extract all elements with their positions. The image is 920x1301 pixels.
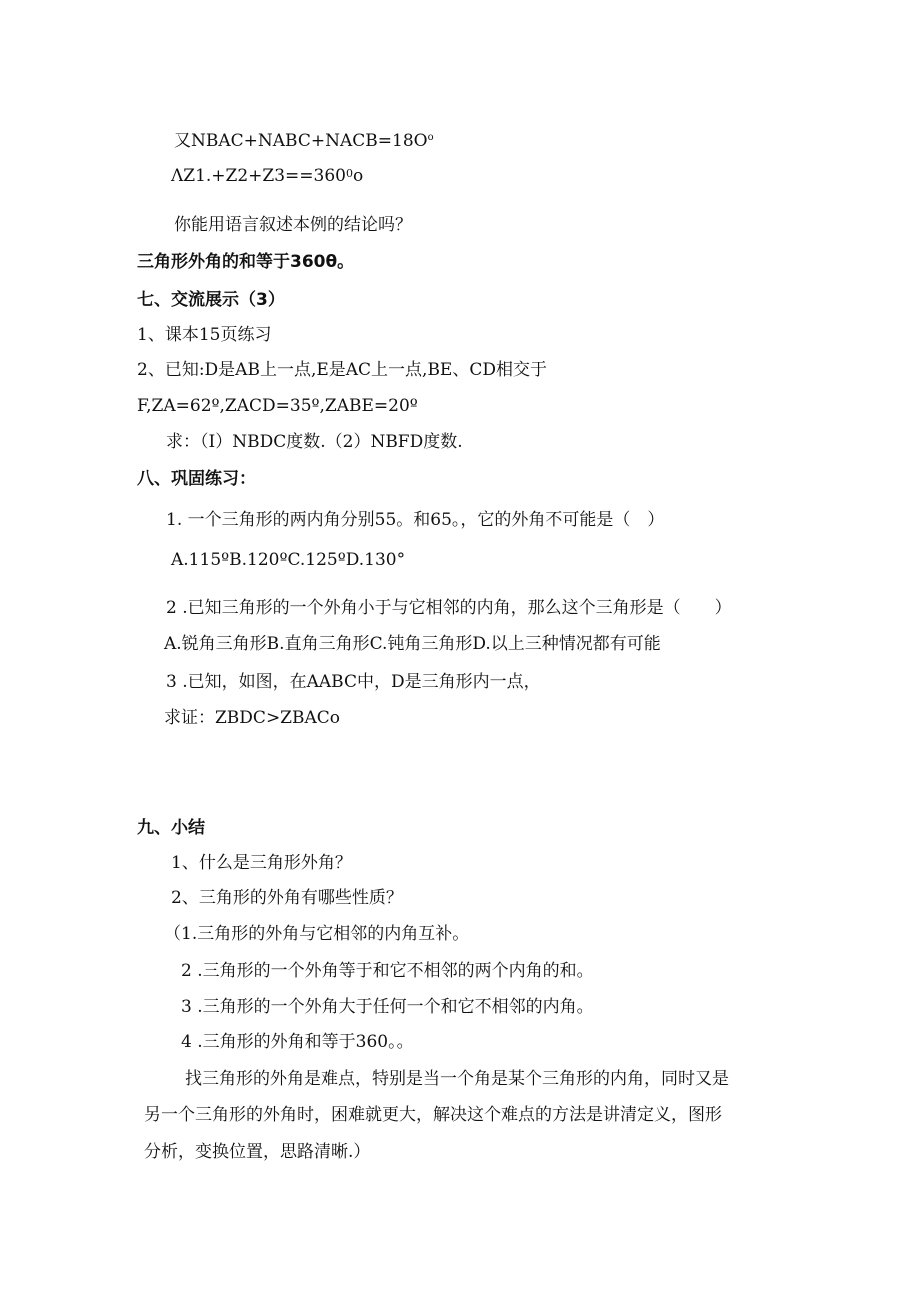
exercise-item-1: 1、课本15页练习: [137, 325, 272, 345]
summary-question-2: 2、三角形的外角有哪些性质？: [171, 888, 403, 908]
exercise-item-2: 2、已知:D是AB上一点,E是AC上一点,BE、CD相交于: [137, 360, 547, 380]
practice-question-1: 1. 一个三角形的两内角分别55。和65。，它的外角不可能是（ ）: [166, 510, 665, 530]
summary-property-2: 2 .三角形的一个外角等于和它不相邻的两个内角的和。: [181, 961, 594, 981]
section-heading-7: 七、交流展示（3）: [137, 290, 285, 310]
practice-question-2: 2 .已知三角形的一个外角小于与它相邻的内角，那么这个三角形是（ ）: [166, 598, 732, 618]
summary-property-4: 4 .三角形的外角和等于360。。: [181, 1032, 414, 1052]
equation-angle-sum: 又$NBAC+NABC+NACB=18O^o$: [174, 131, 434, 151]
conclusion-text: 三角形外角的和等于360θ。: [137, 252, 355, 272]
teaching-note-line-2: 另一个三角形的外角时，困难就更大，解决这个难点的方法是讲清定义，图形: [144, 1105, 722, 1125]
summary-property-1: （1.三角形的外角与它相邻的内角互补。: [164, 924, 470, 944]
section-heading-8: 八、巩固练习：: [137, 469, 256, 489]
equation-exterior-sum: $\Lambda Z1.+Z2+Z3==360^0o$: [171, 166, 364, 186]
practice-question-3-prove: 求证：ZBDC>ZBACo: [164, 708, 341, 728]
practice-question-2-options: A.锐角三角形B.直角三角形C.钝角三角形D.以上三种情况都有可能: [164, 634, 661, 654]
teaching-note-line-1: 找三角形的外角是难点，特别是当一个角是某个三角形的内角，同时又是: [185, 1069, 729, 1089]
teaching-note-line-3: 分析，变换位置，思路清晰.）: [144, 1142, 371, 1162]
exercise-item-2-ask: 求：（I）NBDC度数.（2）NBFD度数.: [166, 432, 463, 452]
summary-question-1: 1、什么是三角形外角？: [171, 853, 352, 873]
practice-question-3: 3 .已知，如图，在AABC中，D是三角形内一点，: [166, 672, 541, 692]
question-text: 你能用语言叙述本例的结论吗？: [174, 215, 412, 235]
summary-property-3: 3 .三角形的一个外角大于任何一个和它不相邻的内角。: [181, 997, 594, 1017]
practice-question-1-options: A.115ºB.120ºC.125ºD.130°: [171, 550, 406, 570]
exercise-item-2-given: F,ZA=62º,ZACD=35º,ZABE=20º: [137, 396, 418, 416]
section-heading-9: 九、小结: [137, 818, 205, 838]
